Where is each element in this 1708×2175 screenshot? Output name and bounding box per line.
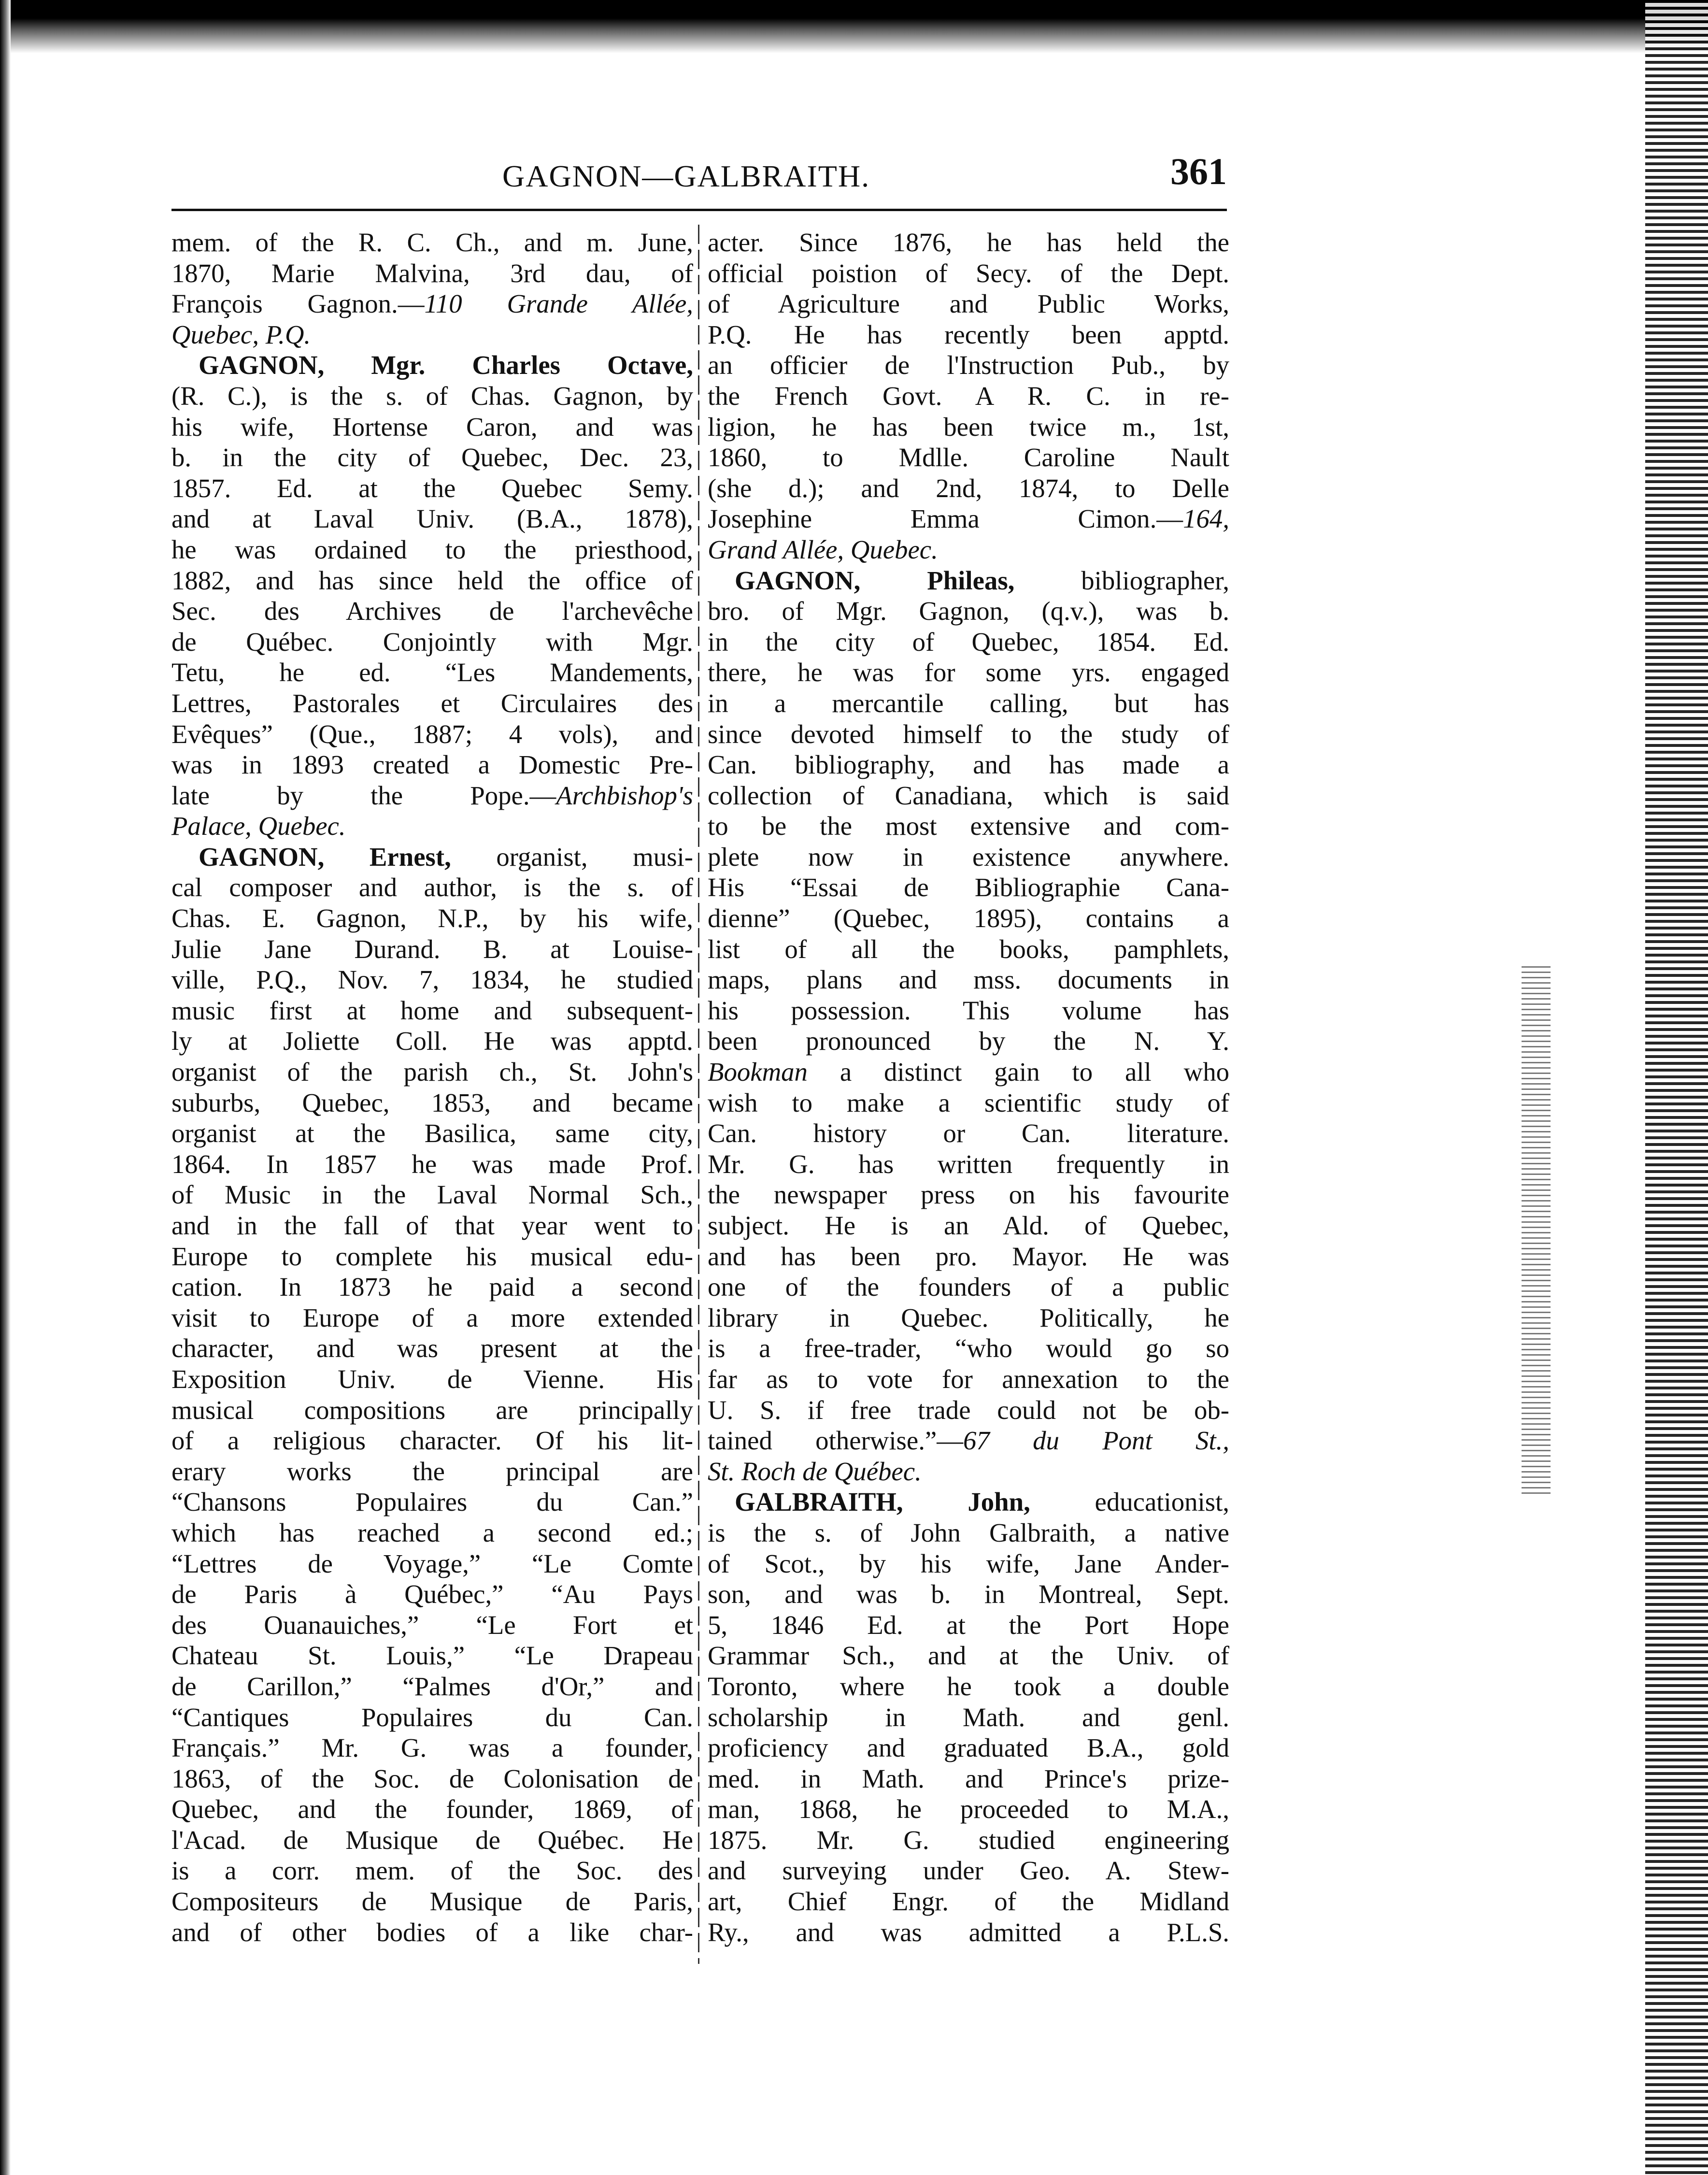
- line-text: Toronto, where he took a double: [708, 1671, 1229, 1701]
- text-line: [708, 1456, 1229, 1487]
- line-text: ly at Joliette Coll. He was apptd.: [171, 1026, 693, 1056]
- line-text: music first at home and subsequent-: [171, 995, 693, 1025]
- line-text: official poistion of Secy. of the Dept.: [708, 258, 1229, 288]
- line-text: bibliographer,: [1014, 565, 1229, 595]
- line-text: of Scot., by his wife, Jane Ander-: [708, 1548, 1229, 1578]
- text-line: [708, 1241, 1229, 1272]
- line-text: wish to make a scientific study of: [708, 1088, 1229, 1117]
- text-line: [708, 1825, 1229, 1856]
- line-text: Ry., and was admitted a P.L.S.: [708, 1917, 1229, 1947]
- text-line: [171, 1763, 693, 1794]
- text-line: [171, 934, 693, 965]
- line-text: of Music in the Laval Normal Sch.,: [171, 1180, 693, 1210]
- line-text: visit to Europe of a more extended: [171, 1302, 693, 1332]
- line-text: 1864. In 1857 he was made Prof.: [171, 1149, 693, 1179]
- line-text: ville, P.Q., Nov. 7, 1834, he studied: [171, 965, 693, 995]
- text-line: [708, 995, 1229, 1026]
- header-rule: [171, 209, 1227, 211]
- running-head: GAGNON—GALBRAITH.: [502, 159, 870, 193]
- text-line: [171, 657, 693, 688]
- column-divider: [698, 225, 699, 1964]
- text-line: [708, 627, 1229, 658]
- line-text: and at Laval Univ. (B.A., 1878),: [171, 504, 693, 534]
- text-line: [171, 227, 693, 258]
- line-text: his possession. This volume has: [708, 995, 1229, 1025]
- text-line: [171, 503, 693, 534]
- text-line: [708, 1210, 1229, 1241]
- text-line: [171, 1179, 693, 1210]
- line-text: which has reached a second ed.;: [171, 1517, 693, 1547]
- text-line: [708, 1487, 1229, 1517]
- line-text: late by the Pope.—: [171, 780, 556, 810]
- text-line: [708, 1517, 1229, 1548]
- text-line: [708, 350, 1229, 381]
- line-text: maps, plans and mss. documents in: [708, 965, 1229, 995]
- entry-heading: GALBRAITH, John,: [735, 1487, 1030, 1517]
- text-line: [171, 534, 693, 565]
- line-text: is a corr. mem. of the Soc. des: [171, 1856, 693, 1886]
- text-line: [171, 1088, 693, 1118]
- line-text: and has been pro. Mayor. He was: [708, 1241, 1229, 1271]
- text-line: [708, 596, 1229, 627]
- text-line: [708, 657, 1229, 688]
- line-text: “Chansons Populaires du Can.”: [171, 1487, 693, 1517]
- line-text: U. S. if free trade could not be ob-: [708, 1395, 1229, 1425]
- text-line: [171, 1548, 693, 1579]
- text-line: [171, 627, 693, 658]
- line-text: P.Q. He has recently been apptd.: [708, 319, 1229, 349]
- line-text: Chateau St. Louis,” “Le Drapeau: [171, 1641, 693, 1671]
- line-text: to be the most extensive and com-: [708, 811, 1229, 841]
- line-text: Exposition Univ. de Vienne. His: [171, 1364, 693, 1394]
- line-text: acter. Since 1876, he has held the: [708, 228, 1229, 257]
- text-line: [171, 1241, 693, 1272]
- line-text: organist at the Basilica, same city,: [171, 1118, 693, 1148]
- line-text: de Carillon,” “Palmes d'Or,” and: [171, 1671, 693, 1701]
- text-line: [171, 350, 693, 381]
- text-line: [708, 1702, 1229, 1733]
- line-text: in the city of Quebec, 1854. Ed.: [708, 627, 1229, 657]
- line-text: far as to vote for annexation to the: [708, 1364, 1229, 1394]
- text-line: [171, 1272, 693, 1302]
- text-line: [708, 964, 1229, 995]
- text-line: [171, 1702, 693, 1733]
- line-text: 1857. Ed. at the Quebec Semy.: [171, 473, 693, 503]
- line-text: Evêques” (Que., 1887; 4 vols), and: [171, 719, 693, 749]
- text-line: [171, 412, 693, 443]
- text-line: [708, 1548, 1229, 1579]
- line-text: Julie Jane Durand. B. at Louise-: [171, 934, 693, 964]
- line-text: b. in the city of Quebec, Dec. 23,: [171, 443, 693, 472]
- text-line: [708, 1364, 1229, 1395]
- line-text: subject. He is an Ald. of Quebec,: [708, 1211, 1229, 1240]
- text-line: [171, 1149, 693, 1180]
- line-text: since devoted himself to the study of: [708, 719, 1229, 749]
- line-text: Lettres, Pastorales et Circulaires des: [171, 688, 693, 718]
- line-text: is a free-trader, “who would go so: [708, 1333, 1229, 1363]
- text-line: [708, 1732, 1229, 1763]
- text-line: [171, 1610, 693, 1641]
- text-line: [171, 1517, 693, 1548]
- left-column: [171, 227, 693, 1947]
- text-line: [171, 1210, 693, 1241]
- line-text: 5, 1846 Ed. at the Port Hope: [708, 1610, 1229, 1640]
- text-line: [171, 1395, 693, 1426]
- entry-heading: GAGNON, Mgr. Charles Octave,: [199, 350, 693, 380]
- text-line: [708, 1794, 1229, 1825]
- line-text: library in Quebec. Politically, he: [708, 1302, 1229, 1332]
- text-line: [171, 1118, 693, 1149]
- line-text: “Cantiques Populaires du Can.: [171, 1702, 693, 1732]
- line-text: de Québec. Conjointly with Mgr.: [171, 627, 693, 657]
- line-text: was in 1893 created a Domestic Pre-: [171, 750, 693, 780]
- text-line: [171, 1026, 693, 1057]
- line-text: he was ordained to the priesthood,: [171, 534, 693, 564]
- line-text: Chas. E. Gagnon, N.P., by his wife,: [171, 903, 693, 933]
- text-line: [708, 688, 1229, 719]
- line-text: bro. of Mgr. Gagnon, (q.v.), was b.: [708, 596, 1229, 626]
- text-line: [171, 1825, 693, 1856]
- line-text: erary works the principal are: [171, 1456, 693, 1486]
- text-line: [171, 473, 693, 504]
- text-line: [708, 473, 1229, 504]
- line-text: “Lettres de Voyage,” “Le Comte: [171, 1548, 693, 1578]
- line-text: Français.” Mr. G. was a founder,: [171, 1733, 693, 1763]
- text-line: [708, 1149, 1229, 1180]
- line-text: art, Chief Engr. of the Midland: [708, 1887, 1229, 1917]
- line-text: med. in Math. and Prince's prize-: [708, 1763, 1229, 1793]
- line-text: Europe to complete his musical edu-: [171, 1241, 693, 1271]
- italic-text: St. Roch de Québec.: [708, 1456, 922, 1486]
- line-text: organist of the parish ch., St. John's: [171, 1057, 693, 1087]
- line-text: an officier de l'Instruction Pub., by: [708, 350, 1229, 380]
- text-line: [708, 1763, 1229, 1794]
- text-line: [708, 934, 1229, 965]
- text-line: [708, 1118, 1229, 1149]
- line-text: (she d.); and 2nd, 1874, to Delle: [708, 473, 1229, 503]
- text-line: [171, 688, 693, 719]
- line-text: Can. bibliography, and has made a: [708, 750, 1229, 780]
- page-number: 361: [1170, 150, 1227, 192]
- line-text: Josephine Emma Cimon.—: [708, 504, 1183, 534]
- line-text: son, and was b. in Montreal, Sept.: [708, 1579, 1229, 1609]
- italic-text: Archbishop's: [556, 780, 693, 810]
- italic-text: Palace, Quebec.: [171, 811, 346, 841]
- scan-border-left: [0, 0, 11, 2175]
- line-text: Compositeurs de Musique de Paris,: [171, 1887, 693, 1917]
- line-text: and in the fall of that year went to: [171, 1211, 693, 1240]
- line-text: mem. of the R. C. Ch., and m. June,: [171, 228, 693, 257]
- text-line: [171, 596, 693, 627]
- text-line: [171, 964, 693, 995]
- text-line: [171, 780, 693, 811]
- line-text: of Agriculture and Public Works,: [708, 289, 1229, 319]
- text-line: [708, 1026, 1229, 1057]
- line-text: François Gagnon.—: [171, 289, 425, 319]
- text-line: [708, 1057, 1229, 1088]
- italic-text: 110 Grande Allée,: [424, 289, 693, 319]
- text-line: [708, 412, 1229, 443]
- line-text: and surveying under Geo. A. Stew-: [708, 1856, 1229, 1886]
- text-line: [171, 258, 693, 289]
- line-text: one of the founders of a public: [708, 1272, 1229, 1302]
- text-line: [708, 1395, 1229, 1426]
- line-text: of a religious character. Of his lit-: [171, 1426, 693, 1456]
- text-line: [708, 1917, 1229, 1948]
- text-line: [171, 719, 693, 750]
- text-line: [708, 1088, 1229, 1118]
- text-line: [708, 1855, 1229, 1886]
- text-line: [171, 1487, 693, 1517]
- entry-heading: GAGNON, Ernest,: [199, 842, 451, 872]
- line-text: Quebec, and the founder, 1869, of: [171, 1794, 693, 1824]
- text-line: [708, 565, 1229, 596]
- line-text: collection of Canadiana, which is said: [708, 780, 1229, 810]
- text-line: [708, 1610, 1229, 1641]
- text-line: [708, 1671, 1229, 1702]
- italic-text: 67 du Pont St.,: [963, 1426, 1229, 1456]
- line-text: in a mercantile calling, but has: [708, 688, 1229, 718]
- line-text: Mr. G. has written frequently in: [708, 1149, 1229, 1179]
- text-line: [708, 534, 1229, 565]
- text-line: [171, 1302, 693, 1333]
- line-text: Sec. des Archives de l'archevêche: [171, 596, 693, 626]
- text-line: [708, 442, 1229, 473]
- line-text: been pronounced by the N. Y.: [708, 1026, 1229, 1056]
- text-line: [171, 1333, 693, 1364]
- italic-text: Grand Allée, Quebec.: [708, 534, 938, 564]
- italic-text: Bookman: [708, 1057, 808, 1087]
- line-text: cation. In 1873 he paid a second: [171, 1272, 693, 1302]
- text-line: [708, 1640, 1229, 1671]
- line-text: 1875. Mr. G. studied engineering: [708, 1825, 1229, 1855]
- line-text: character, and was present at the: [171, 1333, 693, 1363]
- text-line: [708, 1579, 1229, 1610]
- text-line: [708, 719, 1229, 750]
- line-text: a distinct gain to all who: [807, 1057, 1229, 1087]
- line-text: 1863, of the Soc. de Colonisation de: [171, 1763, 693, 1793]
- right-column: [708, 227, 1229, 1947]
- scan-border-top: [0, 0, 1708, 53]
- text-line: [708, 903, 1229, 934]
- text-line: [171, 995, 693, 1026]
- line-text: dienne” (Quebec, 1895), contains a: [708, 903, 1229, 933]
- italic-text: Quebec, P.Q.: [171, 319, 311, 349]
- line-text: tained otherwise.”—: [708, 1426, 964, 1456]
- text-line: [171, 1579, 693, 1610]
- page-header: [174, 150, 1227, 208]
- line-text: des Ouanauiches,” “Le Fort et: [171, 1610, 693, 1640]
- text-line: [171, 903, 693, 934]
- line-text: ligion, he has been twice m., 1st,: [708, 412, 1229, 442]
- text-line: [171, 1456, 693, 1487]
- text-line: [171, 1671, 693, 1702]
- line-text: Can. history or Can. literature.: [708, 1118, 1229, 1148]
- text-line: [171, 1855, 693, 1886]
- text-line: [708, 381, 1229, 412]
- line-text: 1870, Marie Malvina, 3rd dau, of: [171, 258, 693, 288]
- text-line: [171, 1057, 693, 1088]
- line-text: his wife, Hortense Caron, and was: [171, 412, 693, 442]
- line-text: is the s. of John Galbraith, a native: [708, 1517, 1229, 1547]
- scan-noise: [1522, 966, 1551, 1498]
- line-text: there, he was for some yrs. engaged: [708, 658, 1229, 687]
- text-line: [171, 1886, 693, 1917]
- line-text: the French Govt. A R. C. in re-: [708, 381, 1229, 411]
- line-text: suburbs, Quebec, 1853, and became: [171, 1088, 693, 1117]
- text-line: [708, 780, 1229, 811]
- line-text: de Paris à Québec,” “Au Pays: [171, 1579, 693, 1609]
- text-line: [708, 258, 1229, 289]
- line-text: cal composer and author, is the s. of: [171, 873, 693, 902]
- line-text: organist, musi-: [451, 842, 693, 872]
- text-line: [171, 1640, 693, 1671]
- text-line: [708, 503, 1229, 534]
- line-text: educationist,: [1030, 1487, 1229, 1517]
- text-line: [171, 872, 693, 903]
- line-text: the newspaper press on his favourite: [708, 1180, 1229, 1210]
- text-line: [708, 1302, 1229, 1333]
- text-line: [171, 749, 693, 780]
- entry-heading: GAGNON, Phileas,: [735, 565, 1015, 595]
- text-line: [171, 442, 693, 473]
- text-line: [171, 565, 693, 596]
- text-line: [708, 1272, 1229, 1302]
- text-line: [171, 1794, 693, 1825]
- line-text: plete now in existence anywhere.: [708, 842, 1229, 872]
- text-line: [171, 1425, 693, 1456]
- line-text: l'Acad. de Musique de Québec. He: [171, 1825, 693, 1855]
- line-text: (R. C.), is the s. of Chas. Gagnon, by: [171, 381, 693, 411]
- text-line: [708, 1179, 1229, 1210]
- text-line: [708, 319, 1229, 350]
- text-line: [171, 811, 693, 842]
- text-line: [708, 842, 1229, 873]
- text-line: [171, 1917, 693, 1948]
- text-line: [708, 1886, 1229, 1917]
- text-line: [171, 319, 693, 350]
- text-line: [171, 381, 693, 412]
- line-text: Tetu, he ed. “Les Mandements,: [171, 658, 693, 687]
- text-line: [171, 1732, 693, 1763]
- line-text: proficiency and graduated B.A., gold: [708, 1733, 1229, 1763]
- line-text: musical compositions are principally: [171, 1395, 693, 1425]
- text-line: [708, 1425, 1229, 1456]
- line-text: man, 1868, he proceeded to M.A.,: [708, 1794, 1229, 1824]
- text-line: [708, 1333, 1229, 1364]
- text-line: [171, 288, 693, 319]
- scan-border-right: [1645, 0, 1708, 2175]
- text-line: [708, 811, 1229, 842]
- line-text: and of other bodies of a like char-: [171, 1917, 693, 1947]
- line-text: His “Essai de Bibliographie Cana-: [708, 873, 1229, 902]
- line-text: Grammar Sch., and at the Univ. of: [708, 1641, 1229, 1671]
- line-text: 1860, to Mdlle. Caroline Nault: [708, 443, 1229, 472]
- line-text: list of all the books, pamphlets,: [708, 934, 1229, 964]
- text-line: [708, 749, 1229, 780]
- text-line: [171, 842, 693, 873]
- line-text: scholarship in Math. and genl.: [708, 1702, 1229, 1732]
- italic-text: 164,: [1183, 504, 1229, 534]
- text-line: [708, 872, 1229, 903]
- text-line: [171, 1364, 693, 1395]
- text-line: [708, 288, 1229, 319]
- line-text: 1882, and has since held the office of: [171, 565, 693, 595]
- text-line: [708, 227, 1229, 258]
